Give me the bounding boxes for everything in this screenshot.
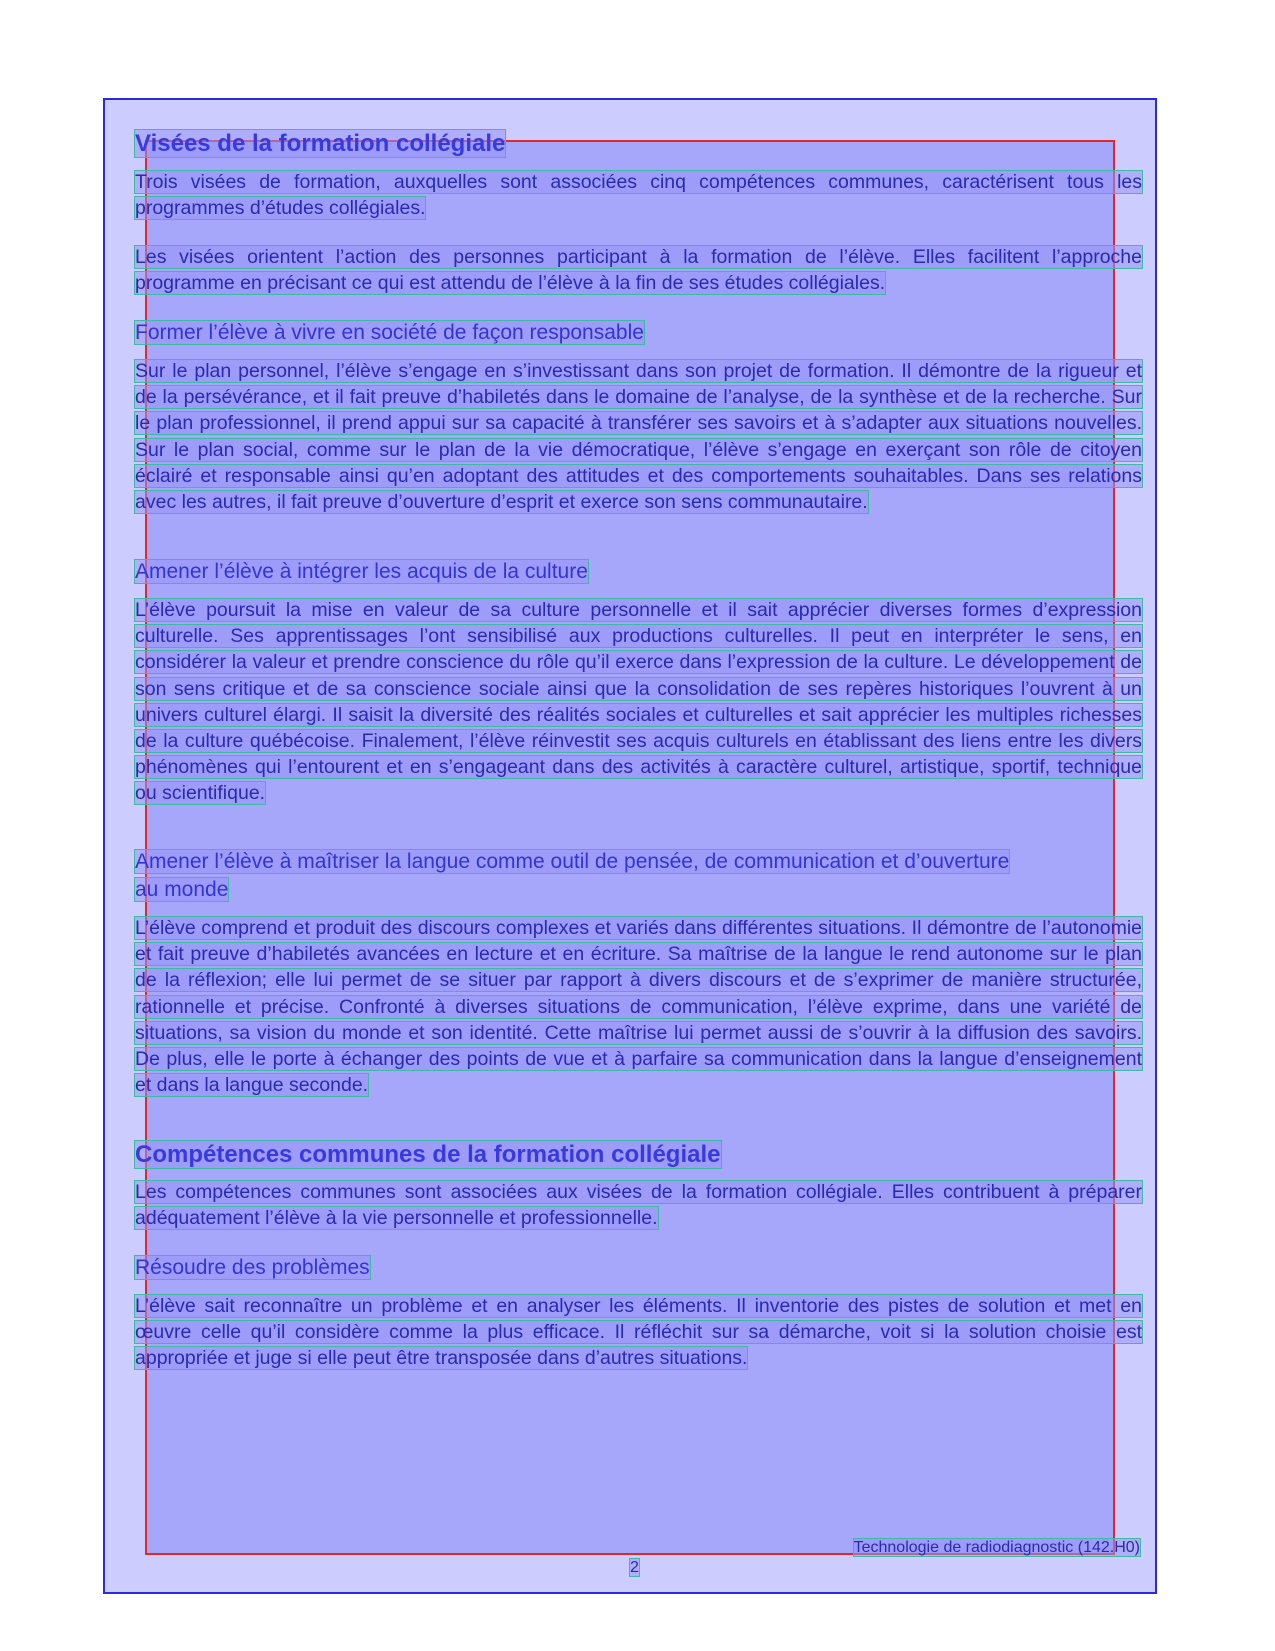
paragraph-societe: Sur le plan personnel, l’élève s’engage en s’investissant dans son projet de formation. Il démontre de la rigueur et de la persévérance, et il fait preuve d’habiletés dans le domaine de l’analyse, de la synthèse et de la recherche. Sur le plan professionnel, il prend appui sur sa capacité à transférer ses savoirs et à s’adapter aux situations nouvelles. Sur le plan social, comme sur le plan de la vie démocratique, l’élève s’engage en exerçant son rôle de citoyen éclairé et responsable ainsi qu’en adoptant des attitudes et des comportements souhaitables. Dans ses relations avec les autres, il fait preuve d’ouverture d’esprit et exerce son sens communautaire. (135, 360, 1142, 514)
subheading-langue: Amener l’élève à maîtriser la langue comme outil de pensée, de communication et d’ouverture au monde (135, 850, 1010, 901)
heading-visees: Visées de la formation collégiale (135, 130, 506, 157)
paragraph-culture: L’élève poursuit la mise en valeur de sa culture personnelle et il sait apprécier diverses formes d’expression culturelle. Ses apprentissages l’ont sensibilisé aux productions culturelles. Il peut en interpréter le sens, en considérer la valeur et prendre conscience du rôle qu’il exerce dans l’expression de la culture. Le développement de son sens critique et de sa conscience sociale ainsi que la consolidation de ses repères historiques l’ouvrent à un univers culturel élargi. Il saisit la diversité des réalités sociales et culturelles et sait apprécier les multiples richesses de la culture québécoise. Finalement, l’élève réinvestit ses acquis culturels en établissant des liens entre les divers phénomènes qui l’entourent et en s’engageant dans des activités à caractère culturel, artistique, sportif, technique ou scientifique. (135, 599, 1142, 805)
paragraph-visees-intro: Trois visées de formation, auxquelles sont associées cinq compétences communes, caractérisent tous les programmes d’études collégiales. (135, 171, 1142, 220)
subheading-problemes: Résoudre des problèmes (135, 1256, 370, 1279)
subheading-culture: Amener l’élève à intégrer les acquis de la culture (135, 560, 588, 583)
paragraph-problemes: L’élève sait reconnaître un problème et en analyser les éléments. Il inventorie des pistes de solution et met en œuvre celle qu’il considère comme la plus efficace. Il réfléchit sur sa démarche, voit si la solution choisie est appropriée et juge si elle peut être transposée dans d’autres situations. (135, 1295, 1142, 1370)
subheading-societe: Former l’élève à vivre en société de façon responsable (135, 321, 644, 344)
footer-program-title: Technologie de radiodiagnostic (142.H0) (853, 1539, 1140, 1556)
paragraph-langue: L’élève comprend et produit des discours complexes et variés dans différentes situations. Il démontre de l’autonomie et fait preuve d’habiletés avancées en lecture et en écriture. Sa maîtrise de la langue le rend autonome sur le plan de la réflexion; elle lui permet de se situer par rapport à divers discours et de s’exprimer de manière structurée, rationnelle et précise. Confronté à diverses situations de communication, l’élève exprime, dans une variété de situations, sa vision du monde et son identité. Cette maîtrise lui permet aussi de s’ouvrir à la diffusion des savoirs. De plus, elle le porte à échanger des points de vue et à parfaire sa communication dans la langue d’enseignement et dans la langue seconde. (135, 917, 1142, 1097)
page-number: 2 (630, 1559, 639, 1576)
paragraph-visees-approche: Les visées orientent l’action des personnes participant à la formation de l’élève. Elles facilitent l’approche programme en précisant ce qui est attendu de l’élève à la fin de ses études collégiales. (135, 246, 1142, 295)
paragraph-competences: Les compétences communes sont associées aux visées de la formation collégiale. Elles contribuent à préparer adéquatement l’élève à la vie personnelle et professionnelle. (135, 1181, 1142, 1230)
heading-competences: Compétences communes de la formation collégiale (135, 1141, 721, 1168)
